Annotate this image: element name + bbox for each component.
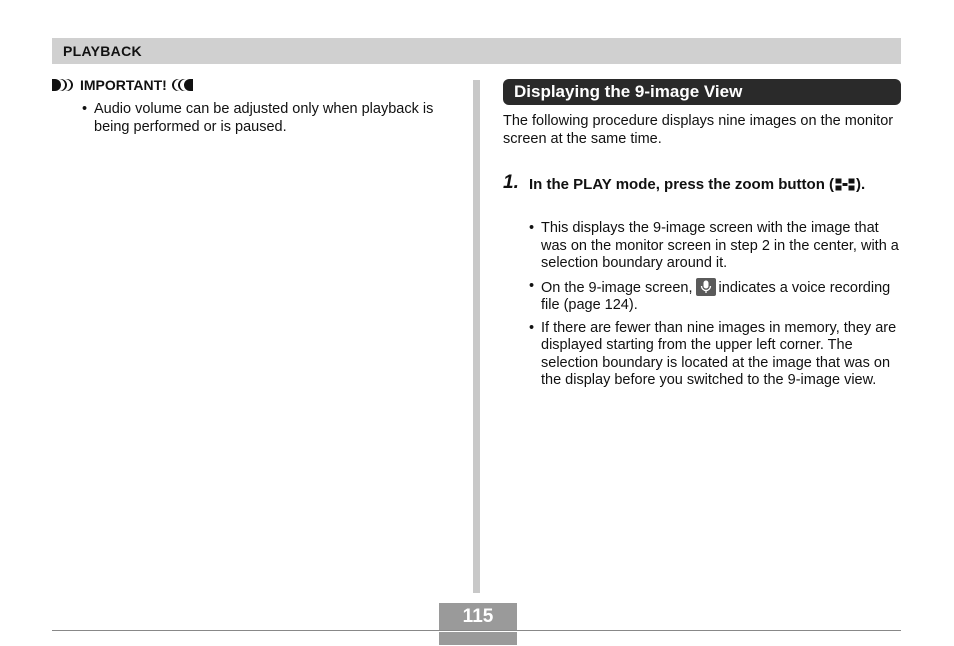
bullet-mark: • xyxy=(529,319,535,336)
bullet-text-after: indicates a voice recording file (page 124). xyxy=(541,279,891,313)
bullet-text: If there are fewer than nine images in memory, they are displayed starting from the upper left corner. The selection boundary is located at the image that was on the display before you switched to the 9-image view. xyxy=(541,319,897,388)
important-list xyxy=(82,101,462,136)
bullet-text-before: On the 9-image screen, xyxy=(541,279,693,296)
page-number-box xyxy=(439,603,517,645)
voice-recording-icon xyxy=(696,278,716,296)
step-bullets xyxy=(529,220,901,395)
step-text-before: In the PLAY mode, press the zoom button ( xyxy=(529,176,835,193)
section-title: PLAYBACK xyxy=(63,43,142,59)
important-bullet-text: Audio volume can be adjusted only when playback is being performed or is paused. xyxy=(94,101,434,135)
step-instruction xyxy=(529,175,899,195)
intro-paragraph: The following procedure displays nine images on the monitor screen at the same time. xyxy=(503,113,894,147)
section-header xyxy=(52,38,901,64)
bullet-mark: • xyxy=(529,220,535,236)
list-item xyxy=(529,320,901,390)
important-right-icon xyxy=(171,79,193,91)
list-item xyxy=(82,101,462,136)
page-number: 115 xyxy=(462,606,494,627)
zoom-button-icon xyxy=(835,178,855,191)
step-number: 1. xyxy=(503,172,519,193)
important-heading xyxy=(52,77,193,93)
bullet-text: This displays the 9-image screen with the image that was on the monitor screen in step 2 in the center, with a selection boundary around it. xyxy=(541,220,899,271)
important-left-icon xyxy=(52,79,74,91)
page-number-tab-lower xyxy=(439,632,517,645)
page-title: Displaying the 9-image View xyxy=(514,82,743,101)
list-item xyxy=(529,278,901,315)
section-title-bar xyxy=(503,79,901,105)
page-number-tab xyxy=(439,603,517,630)
list-item xyxy=(529,220,901,273)
important-label: IMPORTANT! xyxy=(80,77,167,93)
bullet-mark: • xyxy=(529,277,535,294)
footer-rule xyxy=(52,630,901,631)
step-text-after: ). xyxy=(856,176,866,193)
bullet-mark: • xyxy=(82,101,88,117)
column-divider xyxy=(473,80,480,593)
